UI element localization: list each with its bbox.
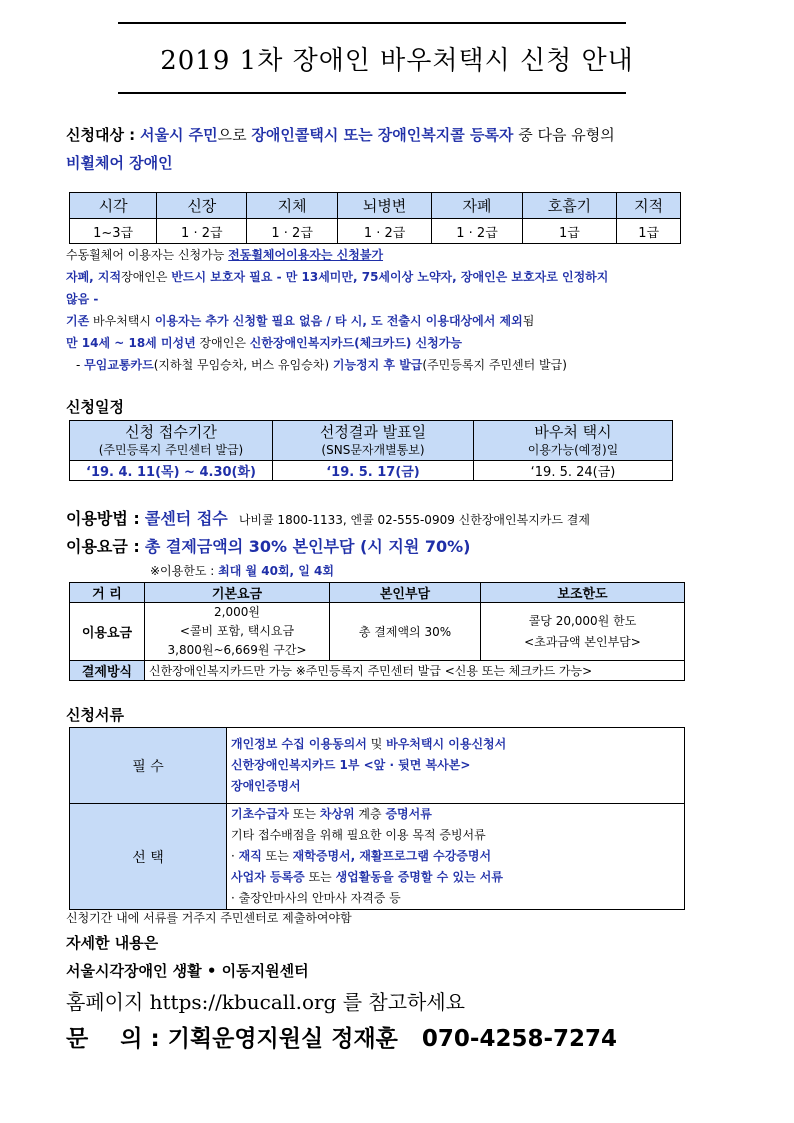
doc-highlight: 증명서류 [385, 807, 432, 821]
eligibility-line [66, 124, 615, 145]
docs-table [69, 727, 685, 910]
contact-value: 기획운영지원실 정재훈 070-4258-7274 [167, 1026, 618, 1052]
contact-label: 문 의 : [66, 1026, 160, 1052]
docs-optional-row [70, 804, 685, 910]
type-header-row [70, 193, 681, 219]
fee-self: 총 결제액의 30% [330, 603, 481, 661]
footer-more: 자세한 내용은 [66, 934, 159, 952]
note-highlight: 무임교통카드 [84, 358, 154, 372]
usage-label: 이용방법 : [66, 509, 140, 528]
note-text: 수동휠체어 이용자는 신청가능 [66, 248, 225, 262]
type-value: 1 · 2급 [247, 219, 337, 244]
type-header: 지적 [617, 193, 681, 219]
doc-text: 또는 [265, 849, 289, 863]
note-highlight: 기능정지 후 발급 [332, 358, 423, 372]
docs-required-item [231, 734, 684, 755]
schedule-value: ‘19. 5. 17(금) [273, 461, 474, 481]
schedule-head: 신청 접수기간 [125, 422, 217, 441]
fee-base-line: <콜비 포함, 택시요금 [179, 624, 295, 638]
type-header: 시각 [70, 193, 157, 219]
schedule-sub: 이용가능(예정)일 [527, 442, 619, 457]
docs-optional-item [231, 846, 684, 867]
doc-highlight: 생업활동을 증명할 수 있는 서류 [335, 870, 503, 884]
docs-required-item: 신한장애인복지카드 1부 <앞 · 뒷면 복사본> [231, 758, 471, 772]
schedule-col-announce [273, 421, 474, 461]
fee-header: 거 리 [70, 583, 145, 603]
note-existing [66, 312, 534, 329]
note-text: 장애인은 [199, 336, 246, 350]
type-header: 호흡기 [522, 193, 617, 219]
doc-text: · [231, 849, 239, 863]
note-highlight: 신한장애인복지카드(체크카드) 신청가능 [249, 336, 462, 350]
type-header: 뇌병변 [337, 193, 432, 219]
note-text: (지하철 무임승차, 버스 유임승차) [153, 358, 330, 372]
eligibility-registrant: 장애인콜택시 또는 장애인복지콜 등록자 [251, 126, 514, 144]
type-value: 1급 [617, 219, 681, 244]
eligibility-tail: 중 다음 유형의 [518, 126, 615, 144]
footer-contact [66, 1020, 617, 1053]
note-text: - [76, 358, 85, 372]
doc-highlight: 재학증명서, 재활프로그램 수강증명서 [292, 849, 492, 863]
docs-heading: 신청서류 [66, 706, 124, 724]
fee-label: 이용요금 : [66, 537, 140, 556]
note-text: 됨 [522, 314, 535, 328]
schedule-sub: (SNS문자개별통보) [321, 442, 425, 457]
note-highlight: 반드시 보호자 필요 - 만 13세미만, 75세이상 노약자, 장애인은 보호자로 인정하지 [171, 270, 609, 284]
fee-base [145, 603, 330, 661]
note-wheelchair [66, 246, 383, 263]
fee-payment-row [70, 661, 685, 681]
doc-highlight: 개인정보 수집 이용동의서 [231, 737, 367, 751]
eligibility-label: 신청대상 : [66, 126, 136, 144]
fee-header-row [70, 583, 685, 603]
type-header: 신장 [157, 193, 247, 219]
docs-required-row [70, 728, 685, 804]
fee-limit [150, 562, 334, 579]
docs-optional-item: 기타 접수배점을 위해 필요한 이용 목적 증빙서류 [231, 828, 486, 842]
disability-type-table [69, 192, 681, 244]
schedule-header-row [70, 421, 673, 461]
footer-center: 서울시각장애인 생활 • 이동지원센터 [66, 962, 309, 980]
fee-payment-value: 신한장애인복지카드만 가능 ※주민등록지 주민센터 발급 <신용 또는 체크카드 가능> [145, 661, 685, 681]
docs-required-list [227, 728, 685, 804]
schedule-value-row [70, 461, 673, 481]
schedule-value: ‘19. 4. 11(목) ~ 4.30(화) [70, 461, 273, 481]
title-rule-bottom [118, 92, 626, 94]
type-value: 1 · 2급 [432, 219, 522, 244]
doc-highlight: 재직 [238, 849, 262, 863]
usage-value: 콜센터 접수 [144, 509, 228, 528]
note-highlight: 기존 [66, 314, 90, 328]
fee-limit-value: 최대 월 40회, 일 4회 [218, 564, 334, 578]
type-header: 지체 [247, 193, 337, 219]
docs-optional-list [227, 804, 685, 910]
docs-footnote: 신청기간 내에 서류를 거주지 주민센터로 제출하여야함 [66, 911, 352, 925]
fee-base-line: 2,000원 [214, 605, 260, 619]
note-text: 장애인은 [121, 270, 168, 284]
eligibility-text: 으로 [217, 126, 247, 144]
note-guardian [66, 268, 608, 285]
eligibility-seoul: 서울시 주민 [139, 126, 218, 144]
schedule-sub: (주민등록지 주민센터 발급) [98, 442, 244, 457]
type-header: 자폐 [432, 193, 522, 219]
schedule-head: 바우처 택시 [534, 422, 612, 441]
docs-required-label: 필 수 [70, 728, 227, 804]
doc-highlight: 바우처택시 이용신청서 [386, 737, 507, 751]
note-highlight: 전동휠체어이용자는 신청불가 [228, 248, 384, 262]
fee-value-row [70, 603, 685, 661]
fee-base-line: 3,800원~6,669원 구간> [167, 643, 307, 657]
title-rule-top [118, 22, 626, 24]
docs-optional-item: · 출장안마사의 안마사 자격증 등 [231, 891, 401, 905]
type-value: 1 · 2급 [337, 219, 432, 244]
type-value-row [70, 219, 681, 244]
footer-homepage: 홈페이지 https://kbucall.org 를 참고하세요 [66, 990, 465, 1014]
fee-header: 보조한도 [481, 583, 685, 603]
note-minor [66, 334, 462, 351]
schedule-heading: 신청일정 [66, 398, 124, 416]
type-value: 1급 [522, 219, 617, 244]
schedule-col-available [474, 421, 673, 461]
fee-header: 기본요금 [145, 583, 330, 603]
fee-header: 본인부담 [330, 583, 481, 603]
schedule-head: 선정결과 발표일 [319, 422, 427, 441]
doc-text: 계층 [358, 807, 382, 821]
note-text: 바우처택시 [93, 314, 151, 328]
fee-row-label: 이용요금 [70, 603, 145, 661]
docs-optional-item [231, 804, 684, 825]
note-highlight: 자폐, 지적 [66, 270, 122, 284]
eligibility-line2: 비휠체어 장애인 [66, 154, 173, 172]
note-text: (주민등록지 주민센터 발급) [422, 358, 567, 372]
fee-value: 총 결제금액의 30% 본인부담 (시 지원 70%) [144, 537, 471, 556]
page-title: 2019 1차 장애인 바우처택시 신청 안내 [160, 46, 634, 76]
doc-text: 및 [370, 737, 383, 751]
fee-subsidy [481, 603, 685, 661]
fee-line [66, 534, 470, 557]
note-highlight: 만 14세 ~ 18세 미성년 [66, 336, 196, 350]
usage-detail: 나비콜 1800-1133, 엔콜 02-555-0909 신한장애인복지카드 결제 [238, 513, 590, 527]
schedule-value: ‘19. 5. 24(금) [474, 461, 673, 481]
doc-highlight: 사업자 등록증 [231, 870, 305, 884]
doc-highlight: 기초수급자 [231, 807, 289, 821]
fee-limit-label: ※이용한도 : [150, 564, 215, 578]
docs-optional-item [231, 867, 684, 888]
fee-payment-label: 결제방식 [70, 661, 145, 681]
doc-text: 또는 [308, 870, 332, 884]
doc-highlight: 차상위 [319, 807, 355, 821]
note-transport-card [76, 356, 567, 373]
fee-subsidy-line: <초과금액 본인부담> [524, 634, 641, 649]
note-guardian-2: 않음 - [66, 292, 99, 306]
schedule-table [69, 420, 673, 481]
usage-line [66, 506, 590, 529]
docs-optional-label: 선 택 [70, 804, 227, 910]
fee-subsidy-line: 콜당 20,000원 한도 [528, 613, 637, 628]
schedule-col-apply [70, 421, 273, 461]
note-highlight: 이용자는 추가 신청할 필요 없음 / 타 시, 도 전출시 이용대상에서 제외 [154, 314, 523, 328]
doc-text: 또는 [292, 807, 316, 821]
type-value: 1~3급 [70, 219, 157, 244]
fee-table [69, 582, 685, 681]
type-value: 1 · 2급 [157, 219, 247, 244]
docs-required-item: 장애인증명서 [231, 779, 301, 793]
